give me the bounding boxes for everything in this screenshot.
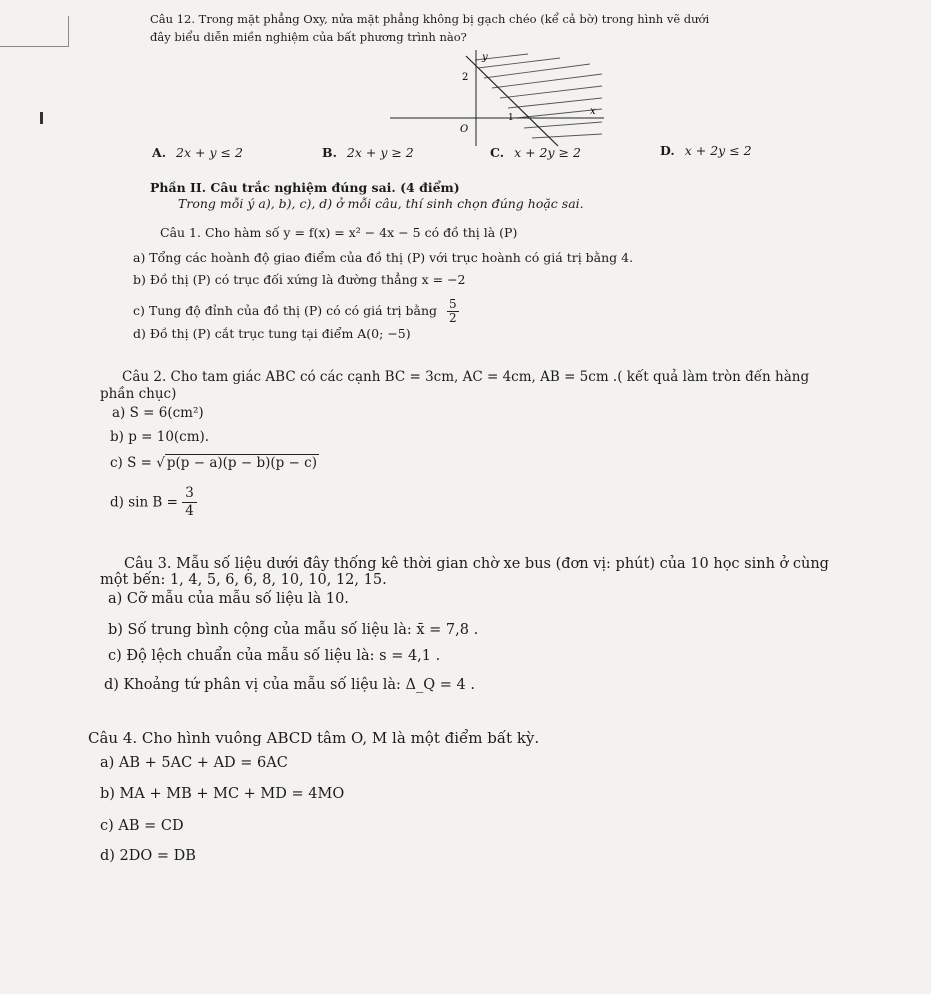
q3-item-d: d) Khoảng tứ phân vị của mẫu số liệu là: Δ_Q = 4 . bbox=[104, 677, 475, 693]
q2-item-c bbox=[110, 455, 319, 471]
q12-option-d-text: x + 2y ≤ 2 bbox=[684, 143, 752, 158]
q2-d-denominator: 4 bbox=[185, 503, 194, 519]
q12-stem-line2: đây biểu diễn miền nghiệm của bất phương trình nào? bbox=[150, 30, 467, 44]
q12-option-b[interactable] bbox=[322, 145, 414, 160]
q12-option-d[interactable] bbox=[660, 143, 752, 158]
q4-item-d: d) 2DO = DB bbox=[100, 848, 196, 864]
q1-stem: Câu 1. Cho hàm số y = f(x) = x² − 4x − 5 có đồ thị là (P) bbox=[160, 225, 518, 240]
q2-item-b: b) p = 10(cm). bbox=[110, 429, 210, 445]
q12-option-a-text: 2x + y ≤ 2 bbox=[176, 145, 243, 160]
q2-item-c-prefix: c) S = bbox=[110, 455, 157, 471]
q4-item-c: c) AB = CD bbox=[100, 818, 184, 834]
q12-y-label: y bbox=[482, 52, 488, 63]
q12-graph bbox=[380, 46, 620, 151]
q12-option-c-text: x + 2y ≥ 2 bbox=[514, 145, 581, 160]
q3-item-c: c) Độ lệch chuẩn của mẫu số liệu là: s = 4,1 . bbox=[108, 648, 441, 664]
q4-item-b: b) MA + MB + MC + MD = 4MO bbox=[100, 786, 345, 802]
q12-stem-line1: Câu 12. Trong mặt phẳng Oxy, nửa mặt phẳng không bị gạch chéo (kể cả bờ) trong hình vẽ dưới bbox=[150, 12, 710, 26]
q12-option-c[interactable] bbox=[490, 145, 581, 160]
q1-item-c-fraction bbox=[447, 298, 459, 325]
q12-option-a[interactable] bbox=[152, 145, 243, 160]
q12-option-d-letter: D. bbox=[660, 143, 675, 158]
q2-stem-line1: Câu 2. Cho tam giác ABC có các cạnh BC = 3cm, AC = 4cm, AB = 5cm .( kết quả làm tròn đến hàng bbox=[122, 369, 810, 385]
q2-d-numerator: 3 bbox=[182, 485, 197, 503]
q12-tick-x: 1 bbox=[508, 113, 514, 123]
q4-stem: Câu 4. Cho hình vuông ABCD tâm O, M là một điểm bất kỳ. bbox=[88, 729, 540, 747]
q3-item-a: a) Cỡ mẫu của mẫu số liệu là 10. bbox=[108, 591, 349, 607]
q2-sqrt-sign: √ bbox=[156, 455, 165, 471]
q12-x-label: x bbox=[590, 106, 596, 117]
q12-option-a-letter: A. bbox=[152, 145, 167, 160]
q2-item-d-prefix: d) sin B = bbox=[110, 494, 183, 511]
margin-mark bbox=[40, 112, 43, 124]
page-corner-mark bbox=[0, 16, 69, 47]
q2-item-d-fraction bbox=[182, 485, 197, 520]
q12-option-c-letter: C. bbox=[490, 145, 505, 160]
q12-origin-label: O bbox=[460, 124, 469, 135]
q2-stem-line2: phần chục) bbox=[100, 386, 177, 402]
q12-boundary-line bbox=[466, 56, 558, 146]
q1-c-denominator: 2 bbox=[449, 311, 457, 325]
q2-sqrt-radicand: p(p − a)(p − b)(p − c) bbox=[166, 455, 317, 471]
q12-option-b-letter: B. bbox=[322, 145, 337, 160]
q12-option-b-text: 2x + y ≥ 2 bbox=[346, 145, 414, 160]
q1-item-c-text: c) Tung độ đỉnh của đồ thị (P) có có giá trị bằng bbox=[133, 303, 438, 318]
q1-item-a: a) Tổng các hoành độ giao điểm của đồ thị (P) với trục hoành có giá trị bằng 4. bbox=[133, 250, 634, 265]
q3-stem-line1: Câu 3. Mẫu số liệu dưới đây thống kê thời gian chờ xe bus (đơn vị: phút) của 10 học sinh ở cùng bbox=[124, 556, 829, 572]
q1-item-c bbox=[133, 298, 459, 325]
part2-instruction: Trong mỗi ý a), b), c), d) ở mỗi câu, thí sinh chọn đúng hoặc sai. bbox=[178, 196, 584, 211]
q2-item-d bbox=[110, 485, 197, 520]
q3-item-b: b) Số trung bình cộng của mẫu số liệu là: x̄ = 7,8 . bbox=[108, 622, 479, 638]
q2-item-a: a) S = 6(cm²) bbox=[112, 405, 204, 421]
part2-title: Phần II. Câu trắc nghiệm đúng sai. (4 điểm) bbox=[150, 180, 460, 195]
q1-item-d: d) Đồ thị (P) cắt trục tung tại điểm A(0; −5) bbox=[133, 326, 411, 341]
q4-item-a: a) AB + 5AC + AD = 6AC bbox=[100, 755, 288, 771]
q1-c-numerator: 5 bbox=[449, 297, 457, 311]
q1-item-b: b) Đồ thị (P) có trục đối xứng là đường thẳng x = −2 bbox=[133, 272, 466, 287]
q12-hatch-region bbox=[475, 54, 602, 138]
q12-tick-y: 2 bbox=[462, 72, 469, 83]
q3-stem-line2: một bến: 1, 4, 5, 6, 6, 8, 10, 10, 12, 15. bbox=[100, 572, 387, 588]
